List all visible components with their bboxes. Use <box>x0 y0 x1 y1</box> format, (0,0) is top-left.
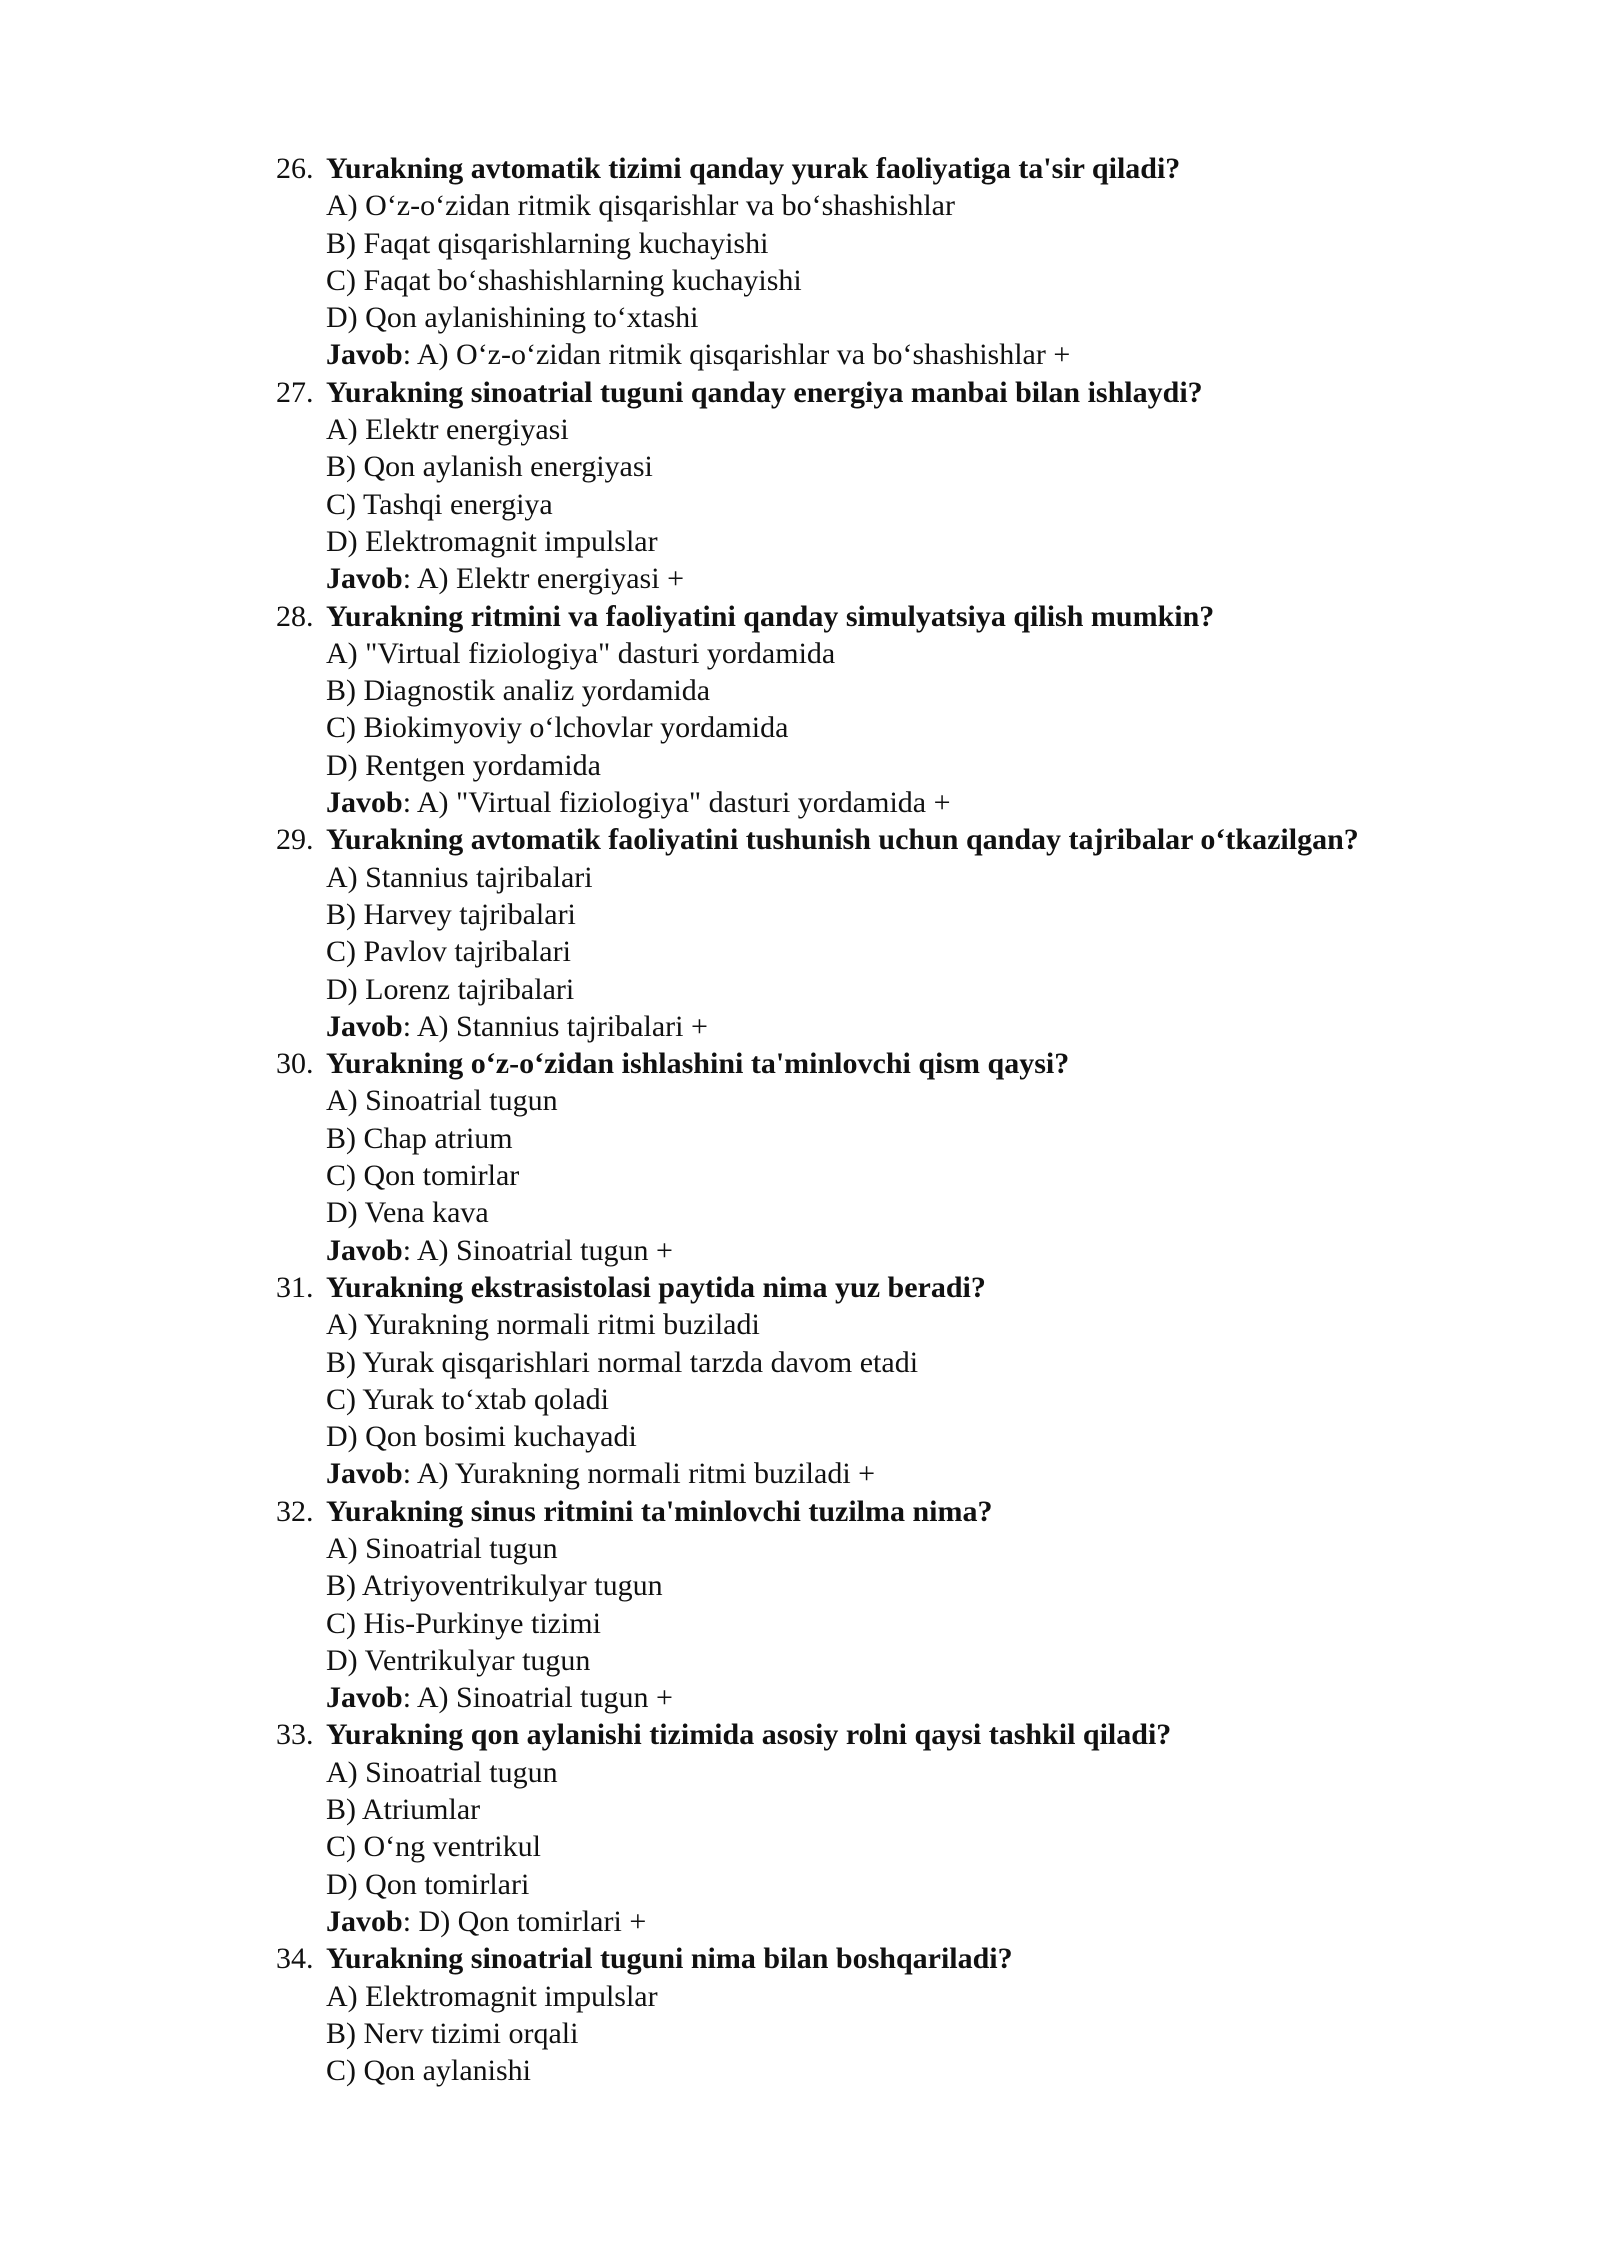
question-number: 26. <box>276 152 314 185</box>
answer-option: C) Pavlov tajribalari <box>326 935 571 969</box>
question-line <box>276 1493 1526 1530</box>
question-text: Yurakning o‘z-o‘zidan ishlashini ta'minlovchi qism qaysi? <box>326 1047 1070 1081</box>
answer-option: C) Tashqi energiya <box>326 487 553 521</box>
question-item <box>276 150 1526 374</box>
question-text: Yurakning ritmini va faoliyatini qanday simulyatsiya qilish mumkin? <box>326 599 1215 633</box>
question-line <box>276 150 1526 187</box>
question-number: 32. <box>276 1494 314 1528</box>
answer-option: A) O‘z-o‘zidan ritmik qisqarishlar va bo‘shashishlar <box>326 189 955 223</box>
answer-option: C) Yurak to‘xtab qoladi <box>326 1382 609 1416</box>
answer-line <box>276 1679 1526 1716</box>
question-item <box>276 1269 1526 1493</box>
answer-option: D) Rentgen yordamida <box>326 748 601 782</box>
answer-label: Javob <box>326 338 403 372</box>
answer-label: Javob <box>326 1457 403 1491</box>
answer-option: C) O‘ng ventrikul <box>326 1830 541 1864</box>
question-number: 28. <box>276 599 314 633</box>
answer-value: : A) Stannius tajribalari + <box>402 1009 708 1043</box>
answer-option: B) Faqat qisqarishlarning kuchayishi <box>326 226 769 260</box>
answer-option: C) Faqat bo‘shashishlarning kuchayishi <box>326 263 802 297</box>
answer-option: D) Elektromagnit impulslar <box>326 524 658 558</box>
answer-option: A) Elektr energiyasi <box>326 413 569 447</box>
question-number: 31. <box>276 1270 314 1304</box>
answer-option: C) His-Purkinye tizimi <box>326 1606 601 1640</box>
answer-option: D) Qon aylanishining to‘xtashi <box>326 301 699 335</box>
question-text: Yurakning sinoatrial tuguni nima bilan boshqariladi? <box>326 1942 1013 1976</box>
answer-value: : D) Qon tomirlari + <box>402 1904 647 1938</box>
question-line <box>276 1716 1526 1753</box>
question-text: Yurakning qon aylanishi tizimida asosiy rolni qaysi tashkil qiladi? <box>326 1718 1172 1752</box>
answer-line <box>276 1455 1526 1492</box>
answer-option: B) Yurak qisqarishlari normal tarzda davom etadi <box>326 1345 919 1379</box>
answer-option: A) Sinoatrial tugun <box>326 1531 558 1565</box>
answer-line <box>276 1232 1526 1269</box>
answer-line <box>276 1903 1526 1940</box>
question-list <box>276 150 1526 2089</box>
question-number: 27. <box>276 375 314 409</box>
answer-option: B) Atriyoventrikulyar tugun <box>326 1569 663 1603</box>
question-item <box>276 821 1526 1045</box>
answer-value: : A) "Virtual fiziologiya" dasturi yordamida + <box>402 786 951 820</box>
question-text: Yurakning sinoatrial tuguni qanday energiya manbai bilan ishlaydi? <box>326 375 1203 409</box>
question-number: 30. <box>276 1047 314 1081</box>
question-item <box>276 374 1526 598</box>
question-item <box>276 1716 1526 1940</box>
answer-option: D) Qon tomirlari <box>326 1867 530 1901</box>
answer-option: B) Atriumlar <box>326 1793 481 1827</box>
answer-value: : A) Elektr energiyasi + <box>402 562 684 596</box>
answer-option: B) Chap atrium <box>326 1121 513 1155</box>
answer-option: D) Ventrikulyar tugun <box>326 1643 591 1677</box>
question-item <box>276 1940 1526 2089</box>
answer-option: A) Stannius tajribalari <box>326 860 593 894</box>
answer-option: D) Vena kava <box>326 1196 489 1230</box>
answer-line <box>276 336 1526 373</box>
question-text: Yurakning sinus ritmini ta'minlovchi tuzilma nima? <box>326 1494 993 1528</box>
question-item <box>276 598 1526 822</box>
question-item <box>276 1493 1526 1717</box>
question-text: Yurakning avtomatik faoliyatini tushunish uchun qanday tajribalar o‘tkazilgan? <box>326 823 1359 857</box>
question-text: Yurakning ekstrasistolasi paytida nima yuz beradi? <box>326 1270 986 1304</box>
question-number: 33. <box>276 1718 314 1752</box>
answer-option: A) Elektromagnit impulslar <box>326 1979 658 2013</box>
answer-label: Javob <box>326 1904 403 1938</box>
answer-option: A) Sinoatrial tugun <box>326 1084 558 1118</box>
answer-option: A) Sinoatrial tugun <box>326 1755 558 1789</box>
question-number: 29. <box>276 823 314 857</box>
answer-option: D) Lorenz tajribalari <box>326 972 575 1006</box>
question-line <box>276 1045 1526 1082</box>
answer-option: D) Qon bosimi kuchayadi <box>326 1420 637 1454</box>
question-line <box>276 374 1526 411</box>
answer-option: B) Nerv tizimi orqali <box>326 2016 579 2050</box>
answer-value: : A) Yurakning normali ritmi buziladi + <box>402 1457 876 1491</box>
answer-option: A) Yurakning normali ritmi buziladi <box>326 1308 760 1342</box>
answer-value: : A) Sinoatrial tugun + <box>402 1233 673 1267</box>
answer-line <box>276 1008 1526 1045</box>
question-line <box>276 598 1526 635</box>
question-line <box>276 821 1526 858</box>
answer-option: C) Biokimyoviy o‘lchovlar yordamida <box>326 711 789 745</box>
answer-line <box>276 784 1526 821</box>
question-line <box>276 1269 1526 1306</box>
answer-label: Javob <box>326 1681 403 1715</box>
question-number: 34. <box>276 1942 314 1976</box>
answer-value: : A) O‘z-o‘zidan ritmik qisqarishlar va bo‘shashishlar + <box>402 338 1071 372</box>
question-item <box>276 1045 1526 1269</box>
answer-option: B) Qon aylanish energiyasi <box>326 450 653 484</box>
answer-label: Javob <box>326 1233 403 1267</box>
answer-option: C) Qon tomirlar <box>326 1159 520 1193</box>
answer-option: A) "Virtual fiziologiya" dasturi yordamida <box>326 636 836 670</box>
answer-label: Javob <box>326 1009 403 1043</box>
answer-option: B) Diagnostik analiz yordamida <box>326 674 711 708</box>
answer-option: C) Qon aylanishi <box>326 2054 531 2088</box>
answer-line <box>276 560 1526 597</box>
answer-label: Javob <box>326 786 403 820</box>
question-text: Yurakning avtomatik tizimi qanday yurak faoliyatiga ta'sir qiladi? <box>326 152 1181 185</box>
question-line <box>276 1940 1526 1977</box>
answer-label: Javob <box>326 562 403 596</box>
answer-value: : A) Sinoatrial tugun + <box>402 1681 673 1715</box>
answer-option: B) Harvey tajribalari <box>326 897 576 931</box>
